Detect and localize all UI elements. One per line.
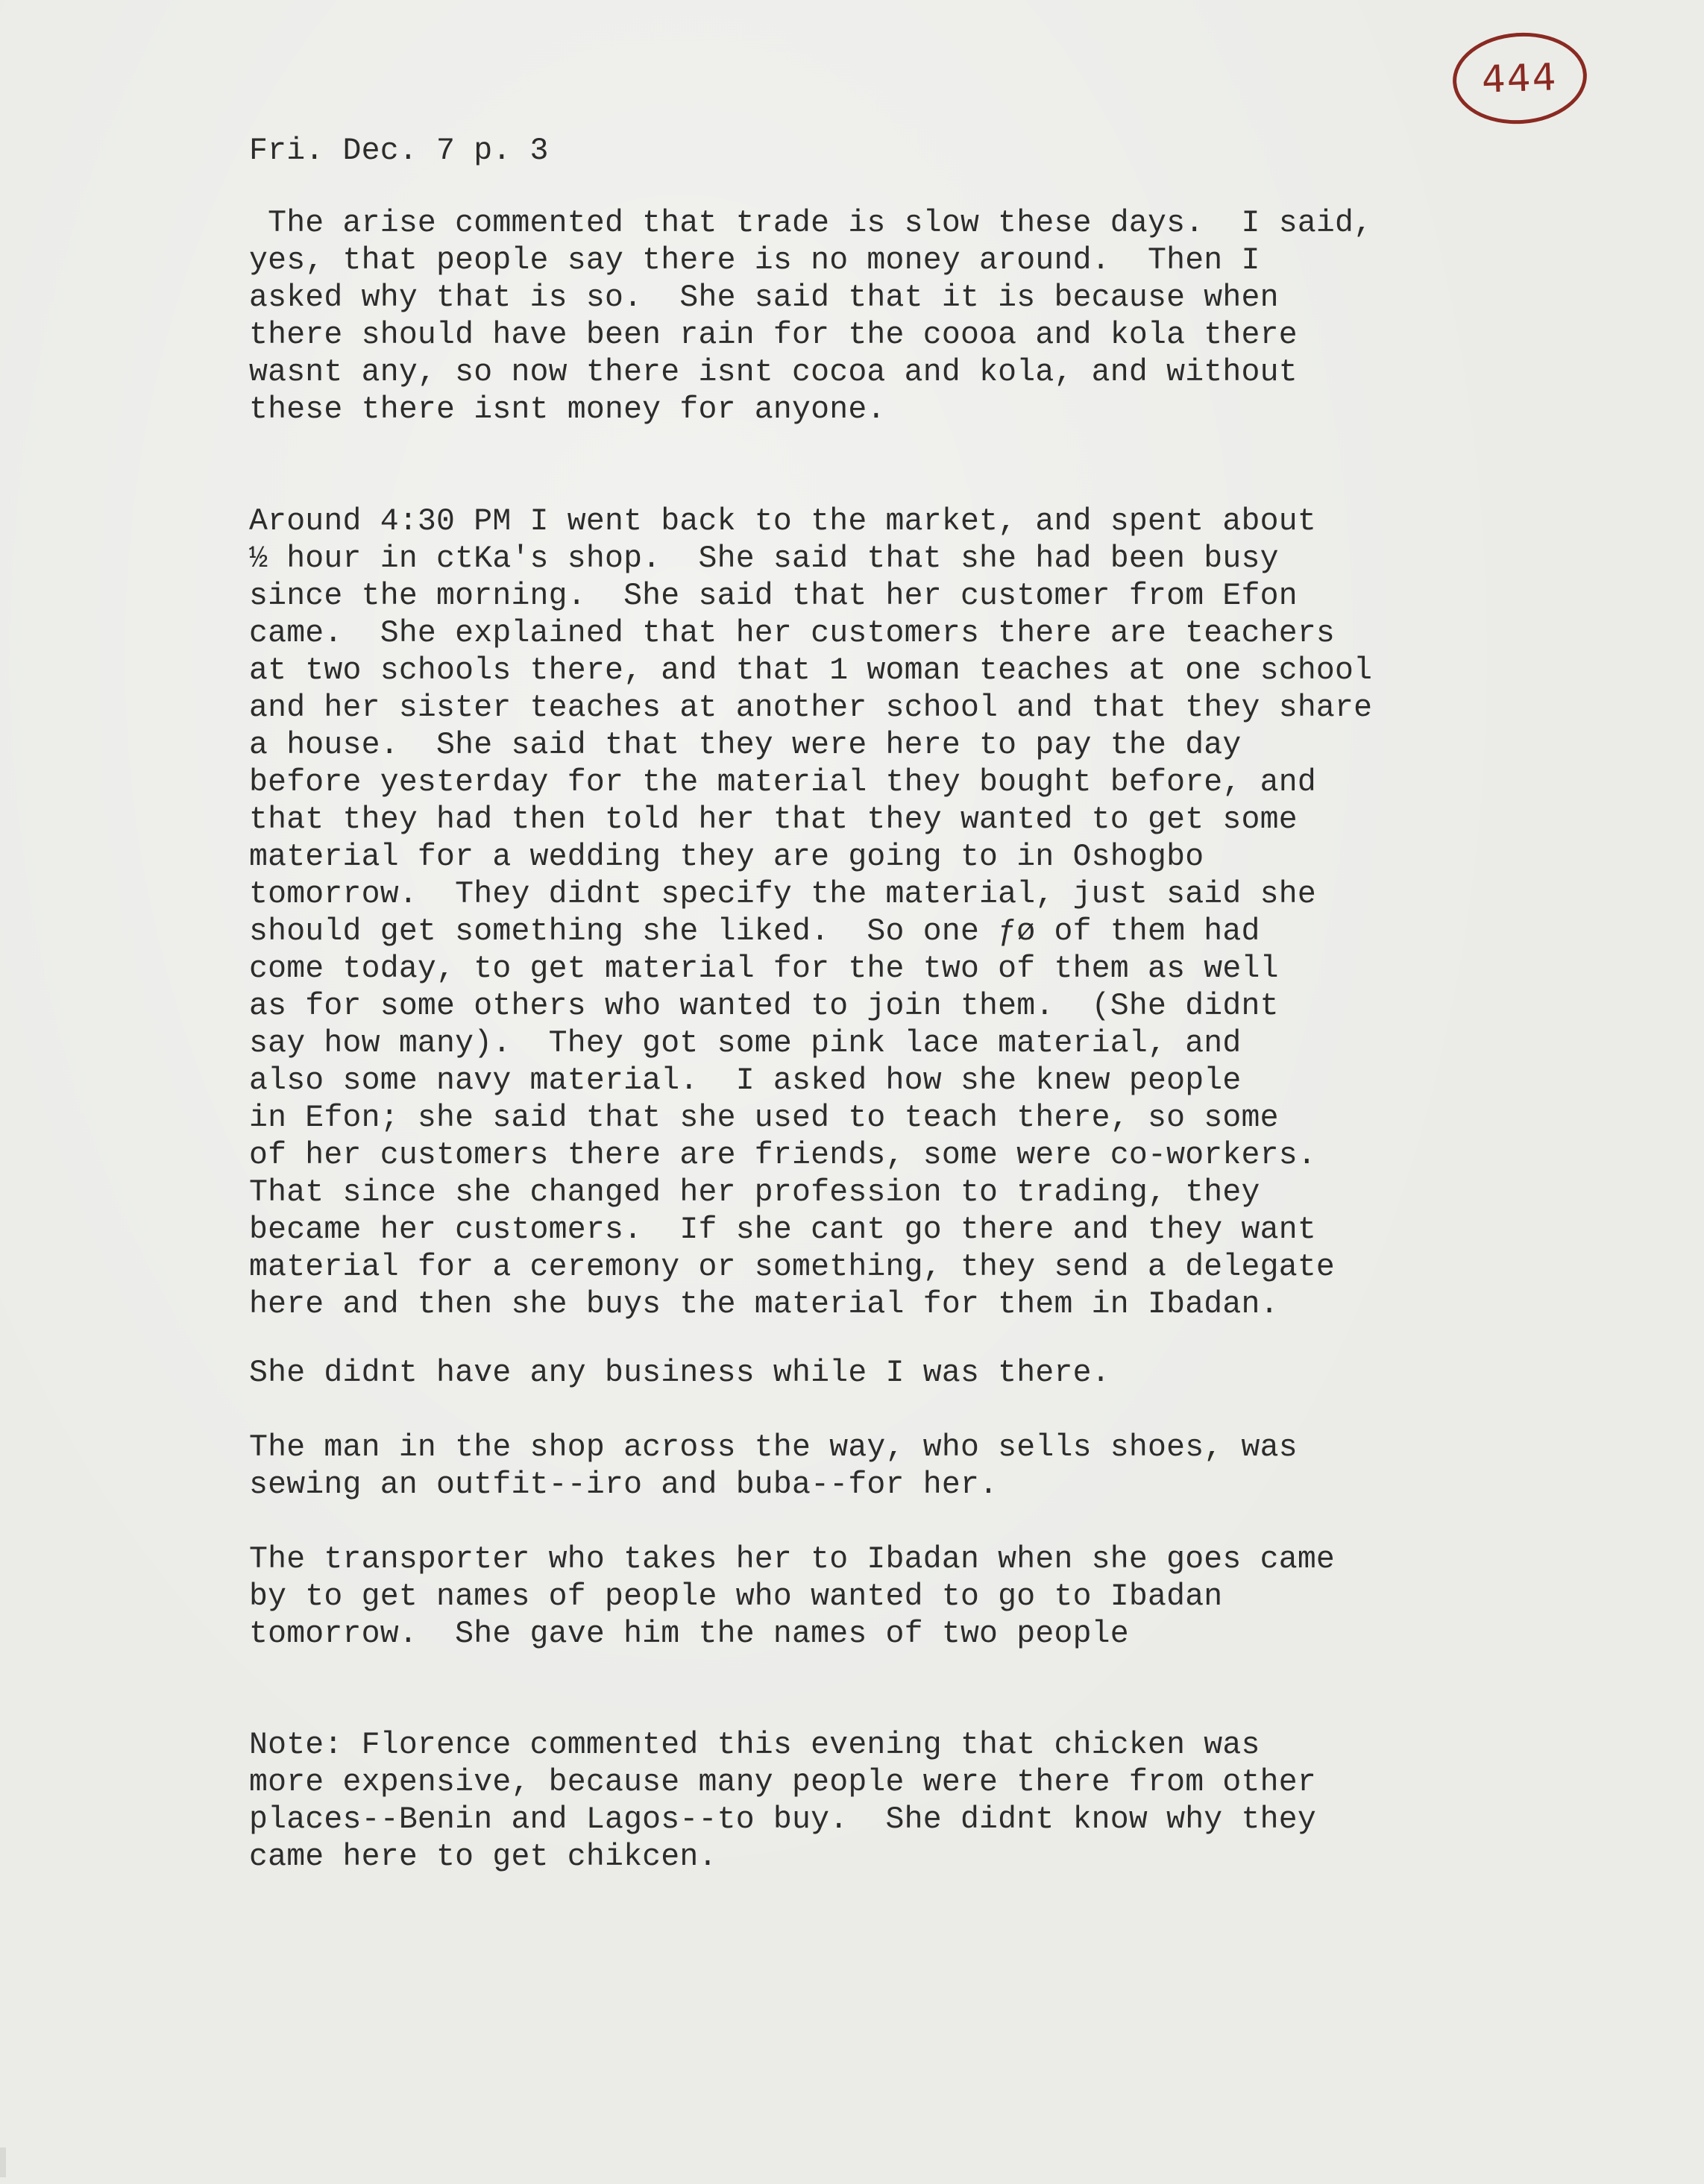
date-heading: Fri. Dec. 7 p. 3 [249,133,549,169]
page-number-circle [1450,28,1590,128]
page-number: 444 [1481,55,1559,101]
page-edge-mark [0,2147,6,2177]
paragraph-no-business: She didnt have any business while I was there. [249,1356,1110,1391]
paragraph-shoe-seller: The man in the shop across the way, who sells shoes, was sewing an outfit--iro and buba--for her. [249,1430,1298,1502]
paragraph-trade-slow: The arise commented that trade is slow these days. I said, yes, that people say there is no money around. Then I asked why that is so. She said that it is because when there should have been rain for the coooa and kola there wasnt any, so now there isnt cocoa and kola, and without these there isnt money for anyone. [249,206,1373,427]
paragraph-market-visit: Around 4:30 PM I went back to the market, and spent about ½ hour in ctKa's shop. She said that she had been busy since the morning. She said that her customer from Efon came. She explained that her customers there are teachers at two schools there, and that 1 woman teaches at one school and her sister teaches at another school and that they share a house. She said that they were here to pay the day before yesterday for the material they bought before, and that they had then told her that they wanted to get some material for a wedding they are going to in Oshogbo tomorrow. They didnt specify the material, just said she should get something she liked. So one ƒø of them had come today, to get material for the two of them as well as for some others who wanted to join them. (She didnt say how many). They got some pink lace material, and also some navy material. I asked how she knew people in Efon; she said that she used to teach there, so some of her customers there are friends, some were co-workers. That since she changed her profession to trading, they became her customers. If she cant go there and they want material for a ceremony or something, they send a delegate here and then she buys the material for them in Ibadan. [249,504,1373,1322]
note-paragraph: Note: Florence commented this evening that chicken was more expensive, because many people were there from other places--Benin and Lagos--to buy. She didnt know why they came here to get chikcen. [249,1728,1316,1875]
paragraph-transporter: The transporter who takes her to Ibadan when she goes came by to get names of people who wanted to go to Ibadan tomorrow. She gave him the names of two people [249,1542,1336,1652]
